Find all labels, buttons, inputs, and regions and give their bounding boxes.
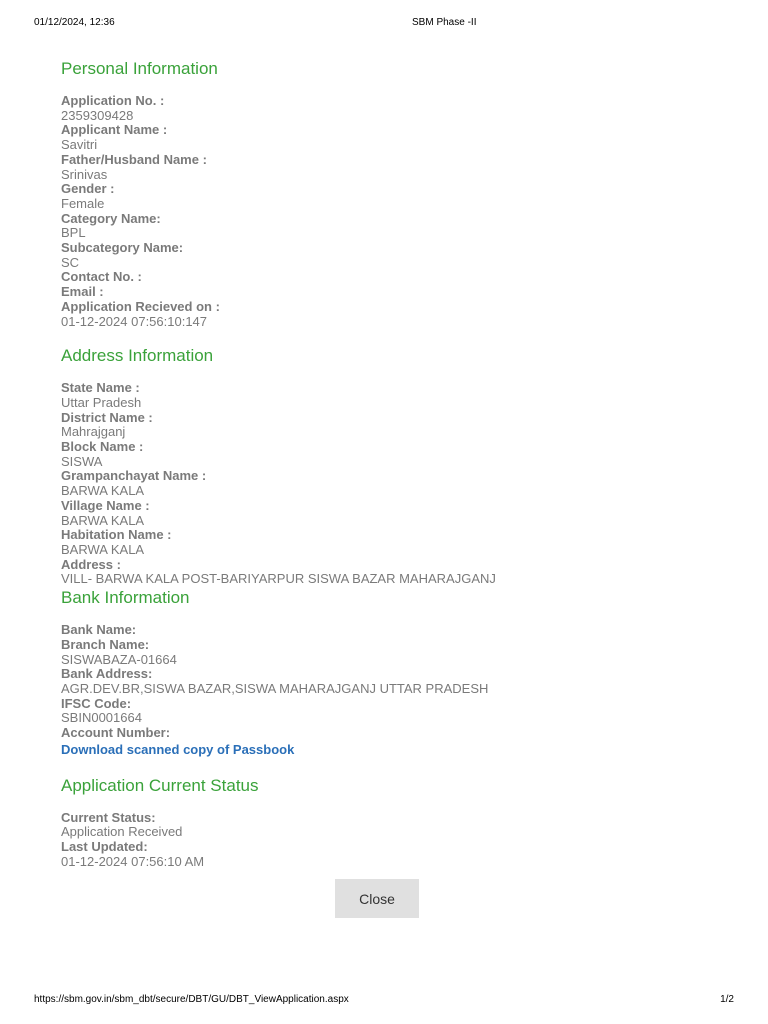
field-label: Grampanchayat Name : [61,468,207,484]
field-address [61,558,741,587]
field-label: IFSC Code: [61,695,132,711]
field-value: AGR.DEV.BR,SISWA BAZAR,SISWA MAHARAJGANJ UTTAR PRADESH [61,680,489,696]
field-value: 01-12-2024 07:56:10:147 [61,313,208,329]
field-subcategory-name [61,241,741,270]
field-current-status [61,811,741,840]
field-value: BARWA KALA [61,512,145,528]
field-label: Bank Address: [61,666,153,682]
field-district-name [61,411,741,440]
print-page-number: 1/2 [720,994,734,1005]
section-title-personal: Personal Information [61,59,218,78]
field-application-received-on [61,300,741,329]
field-value: Srinivas [61,166,108,182]
field-label: Bank Name: [61,622,137,638]
application-status-section [61,775,741,870]
field-application-no [61,94,741,123]
field-last-updated [61,840,741,869]
field-label: Village Name : [61,497,150,513]
field-branch-name [61,638,741,667]
field-value: 2359309428 [61,107,134,123]
field-applicant-name [61,123,741,152]
field-label: Branch Name: [61,636,150,652]
section-title-status: Application Current Status [61,775,259,795]
field-gender [61,182,741,211]
field-value: Female [61,195,105,211]
field-label: Habitation Name : [61,527,172,543]
field-label: Account Number: [61,725,171,741]
close-button-wrapper [335,879,419,918]
print-header [0,17,768,31]
field-ifsc-code [61,697,741,726]
field-value: BPL [61,225,86,241]
field-value: SISWABAZA-01664 [61,651,177,667]
field-label: Category Name: [61,210,161,226]
field-label: Last Updated: [61,839,148,855]
field-village-name [61,499,741,528]
personal-information-section [61,58,741,329]
field-label: Email : [61,284,104,300]
close-button[interactable]: Close [335,879,419,918]
field-contact-no [61,270,741,285]
print-datetime: 01/12/2024, 12:36 [34,17,115,28]
section-title-bank: Bank Information [61,588,190,608]
field-state-name [61,381,741,410]
section-title-address: Address Information [61,346,214,366]
field-category-name [61,212,741,241]
field-value: BARWA KALA [61,483,145,499]
application-details [61,58,741,886]
field-label: Application No. : [61,93,165,108]
field-value: BARWA KALA [61,541,145,557]
field-block-name [61,440,741,469]
field-father-husband-name [61,153,741,182]
field-label: Applicant Name : [61,122,168,138]
field-value: Application Received [61,824,183,840]
field-grampanchayat-name [61,469,741,498]
field-email [61,285,741,300]
print-page-title: SBM Phase -II [412,17,477,28]
download-passbook-link[interactable]: Download scanned copy of Passbook [61,741,295,757]
field-value: SBIN0001664 [61,710,142,726]
field-bank-address [61,667,741,696]
field-value: Uttar Pradesh [61,394,142,410]
field-bank-name [61,623,741,638]
field-account-number [61,726,741,741]
field-label: Father/Husband Name : [61,151,207,167]
field-label: Current Status: [61,809,156,825]
field-label: Address : [61,556,121,572]
bank-information-section [61,587,741,759]
address-information-section [61,345,741,587]
field-value: VILL- BARWA KALA POST-BARIYARPUR SISWA BAZAR MAHARAJGANJ [61,571,496,587]
print-url: https://sbm.gov.in/sbm_dbt/secure/DBT/GU/DBT_ViewApplication.aspx [34,994,349,1005]
field-value: 01-12-2024 07:56:10 AM [61,853,205,869]
field-habitation-name [61,528,741,557]
field-value: Savitri [61,137,98,153]
field-label: Gender : [61,181,115,197]
field-label: Application Recieved on : [61,298,220,314]
field-label: State Name : [61,380,140,396]
field-label: Block Name : [61,439,144,455]
field-value: Mahrajganj [61,424,126,440]
field-value: SISWA [61,453,103,469]
field-label: Contact No. : [61,269,142,285]
field-value: SC [61,254,80,270]
field-label: Subcategory Name: [61,240,184,256]
print-footer [0,994,768,1008]
field-label: District Name : [61,409,153,425]
